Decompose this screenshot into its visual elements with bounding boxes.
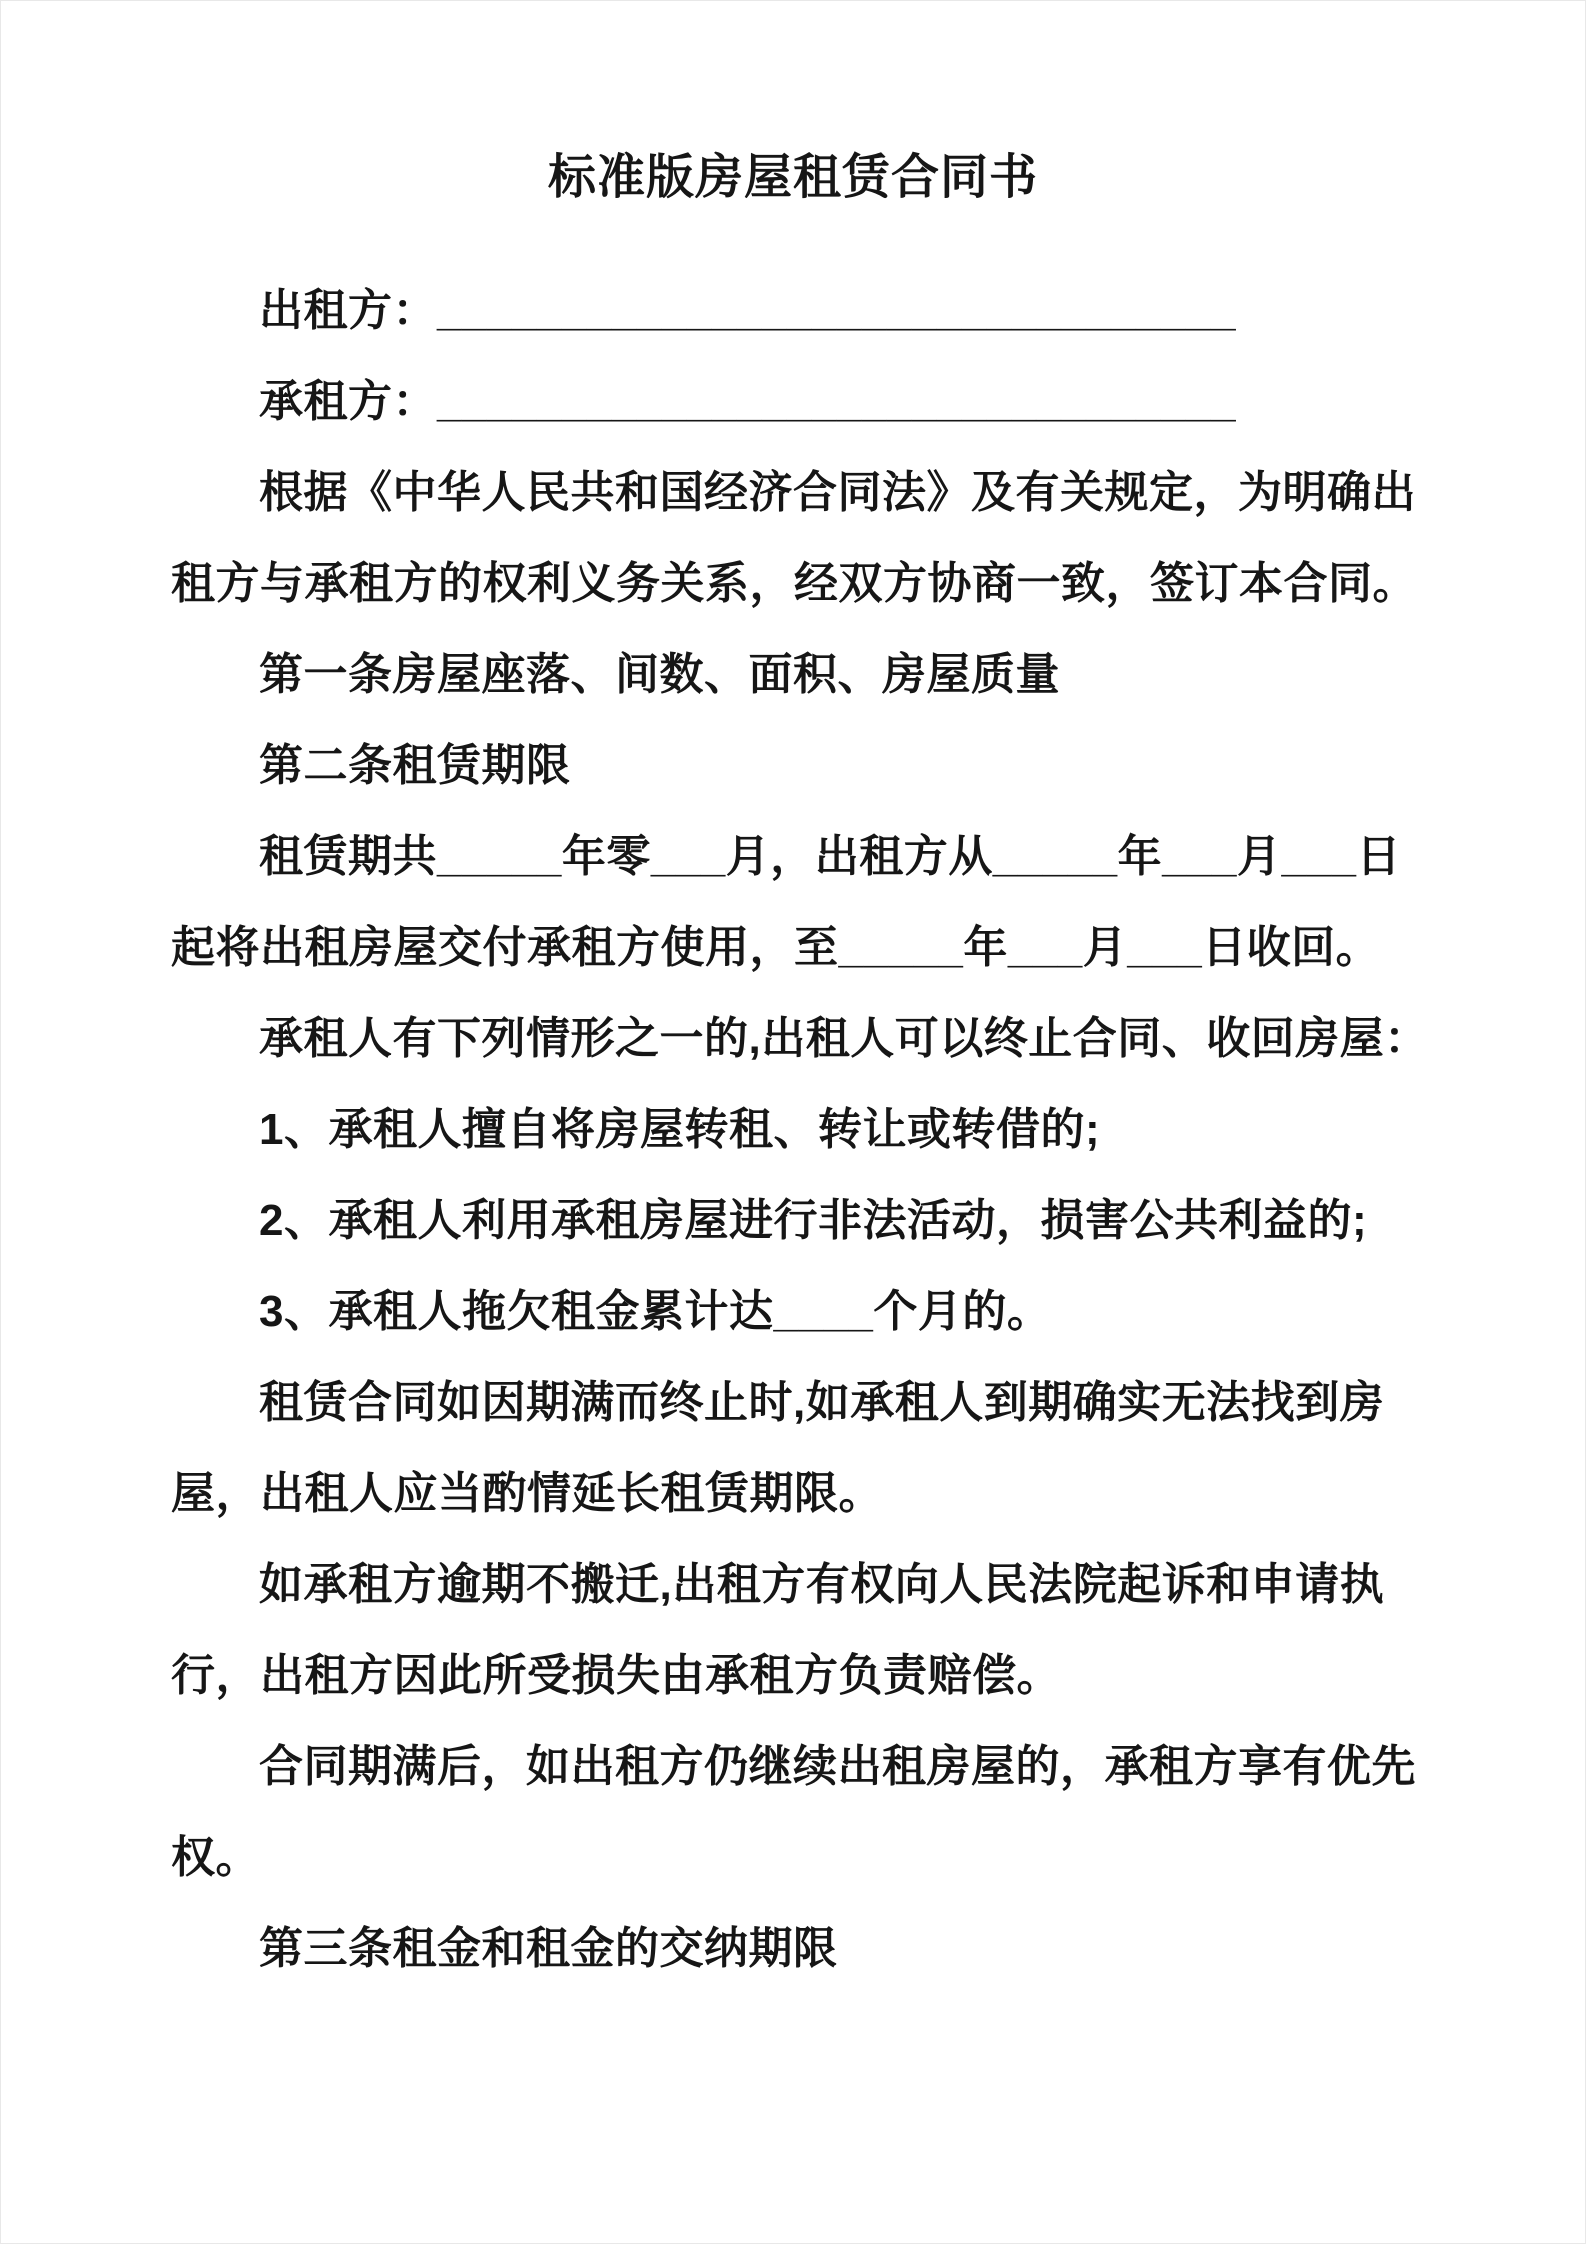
line-termination-item-1: 1、承租人擅自将房屋转租、转让或转借的; [259,1105,1101,1154]
line-overdue-2: 行，出租方因此所受损失由承租方负责赔偿。 [171,1651,1061,1700]
line-preamble-1: 根据《中华人民共和国经济合同法》及有关规定，为明确出 [259,468,1416,517]
line-termination-item-2: 2、承租人利用承租房屋进行非法活动，损害公共利益的; [259,1196,1368,1245]
line-renewal-priority-2: 权。 [171,1833,260,1882]
line-renewal-priority-1: 合同期满后，如出租方仍继续出租房屋的，承租方享有优先 [259,1742,1416,1791]
line-overdue-1: 如承租方逾期不搬迁,出租方有权向人民法院起诉和申请执 [259,1560,1385,1609]
line-preamble-2: 租方与承租方的权利义务关系，经双方协商一致，签订本合同。 [171,559,1417,608]
line-lessor: 出租方：________________________________ [259,286,1237,335]
line-expiry-2: 屋，出租人应当酌情延长租赁期限。 [171,1469,883,1518]
line-expiry-1: 租赁合同如因期满而终止时,如承租人到期确实无法找到房 [259,1378,1385,1427]
line-termination-item-3: 3、承租人拖欠租金累计达____个月的。 [259,1287,1052,1336]
line-lease-term-1: 租赁期共_____年零___月，出租方从_____年___月___日 [259,832,1401,881]
line-lease-term-2: 起将出租房屋交付承租方使用，至_____年___月___日收回。 [171,923,1381,972]
line-lessee: 承租方：________________________________ [259,377,1237,426]
document-body [171,265,1429,1994]
line-article-2: 第二条租赁期限 [259,741,571,790]
line-termination-intro: 承租人有下列情形之一的,出租人可以终止合同、收回房屋： [259,1014,1429,1063]
line-article-1: 第一条房屋座落、间数、面积、房屋质量 [259,650,1060,699]
line-article-3: 第三条租金和租金的交纳期限 [259,1924,838,1973]
document-title: 标准版房屋租赁合同书 [547,151,1038,204]
